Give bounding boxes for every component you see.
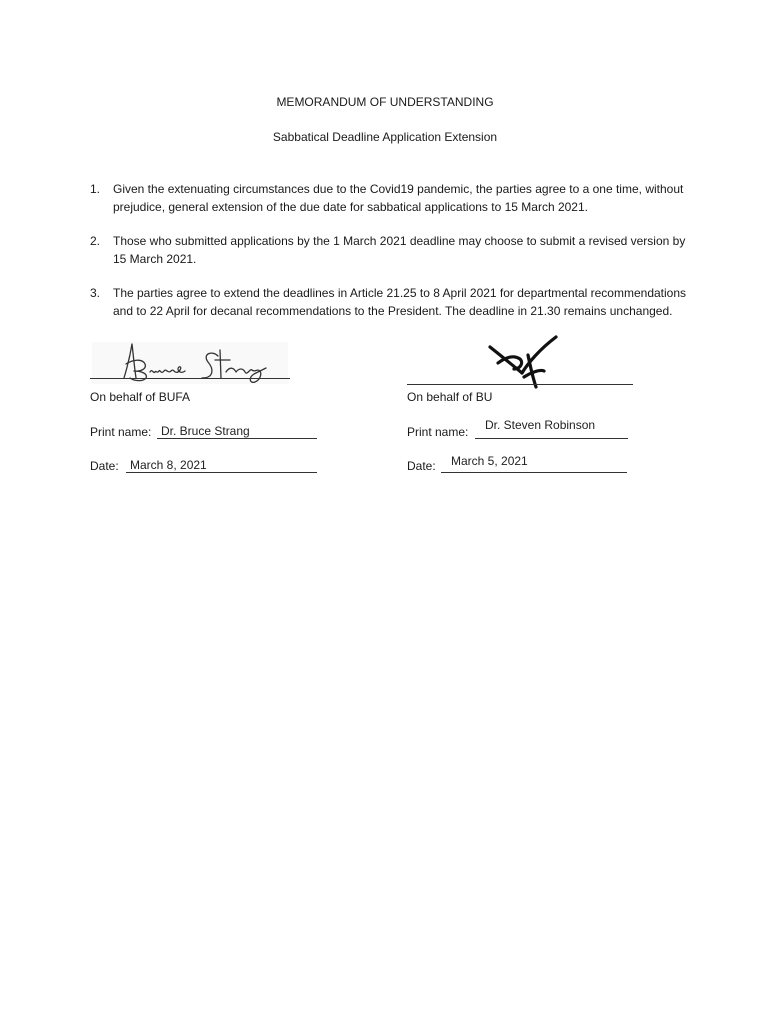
bu-signature [480,333,570,391]
memo-title: MEMORANDUM OF UNDERSTANDING [276,95,494,109]
item-text: Given the extenuating circumstances due to the Covid19 pandemic, the parties agree to a one time, without prejudice, general extension of the due date for sabbatical applications to 15 March 2021. [113,182,684,214]
bu-date-label: Date: [407,459,436,473]
bufa-print-line [157,438,317,439]
bu-date-value: March 5, 2021 [451,454,528,468]
bu-print-name: Dr. Steven Robinson [485,418,596,432]
bufa-date-value: March 8, 2021 [130,458,207,472]
bufa-date-label: Date: [90,459,119,473]
item-text: Those who submitted applications by the 1 March 2021 deadline may choose to submit a revised version by 15 March 2021. [113,234,686,266]
item-text: The parties agree to extend the deadlines in Article 21.25 to 8 April 2021 for departmental recommendations and to 22 April for decanal recommendations to the President. The deadline in 21.30 remains unchanged. [113,286,687,318]
bufa-signature-line [90,378,290,379]
item-number: 2. [90,234,101,248]
bufa-signature [90,338,295,388]
bu-behalf-label: On behalf of BU [407,390,493,404]
item-number: 3. [90,286,101,300]
memo-subtitle: Sabbatical Deadline Application Extension [272,130,498,144]
item-number: 1. [90,182,101,196]
bufa-print-name: Dr. Bruce Strang [161,424,250,438]
bufa-date-line [126,472,317,473]
bu-print-label: Print name: [407,425,469,439]
bu-date-line [441,472,627,473]
bufa-behalf-label: On behalf of BUFA [90,390,191,404]
bu-print-line [475,438,628,439]
bufa-print-label: Print name: [90,425,152,439]
bu-signature-line [407,384,633,385]
